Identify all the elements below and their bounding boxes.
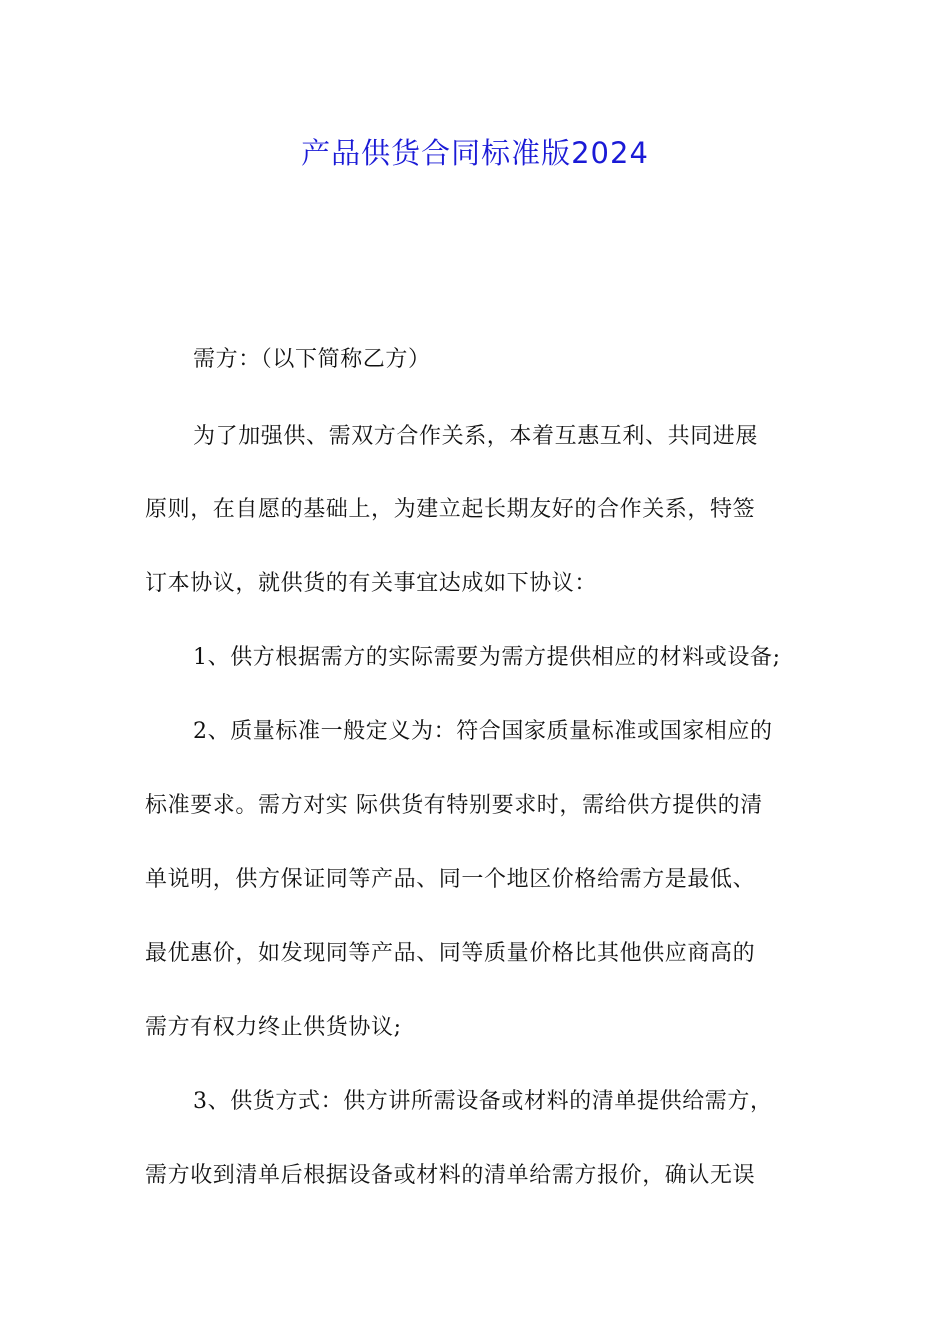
paragraph-line: 需方有权力终止供货协议; <box>145 1015 402 1040</box>
party-b-line: 需方：（以下简称乙方） <box>193 347 431 372</box>
clause-3-line: 3、供货方式：供方讲所需设备或材料的清单提供给需方， <box>193 1089 773 1114</box>
paragraph-line: 需方收到清单后根据设备或材料的清单给需方报价，确认无误 <box>145 1163 756 1188</box>
paragraph-line: 订本协议，就供货的有关事宜达成如下协议： <box>145 571 598 596</box>
clause-1-line: 1、供方根据需方的实际需要为需方提供相应的材料或设备; <box>193 645 781 670</box>
paragraph-line: 为了加强供、需双方合作关系，本着互惠互利、共同进展 <box>193 424 759 449</box>
paragraph-line: 原则，在自愿的基础上，为建立起长期友好的合作关系，特签 <box>145 497 756 522</box>
document-title: 产品供货合同标准版2024 <box>301 136 649 170</box>
paragraph-line: 标准要求。需方对实 际供货有特别要求时，需给供方提供的清 <box>145 793 763 818</box>
paragraph-line: 最优惠价，如发现同等产品、同等质量价格比其他供应商高的 <box>145 941 756 966</box>
paragraph-line: 单说明，供方保证同等产品、同一个地区价格给需方是最低、 <box>145 867 756 892</box>
clause-2-line: 2、质量标准一般定义为：符合国家质量标准或国家相应的 <box>193 719 773 744</box>
